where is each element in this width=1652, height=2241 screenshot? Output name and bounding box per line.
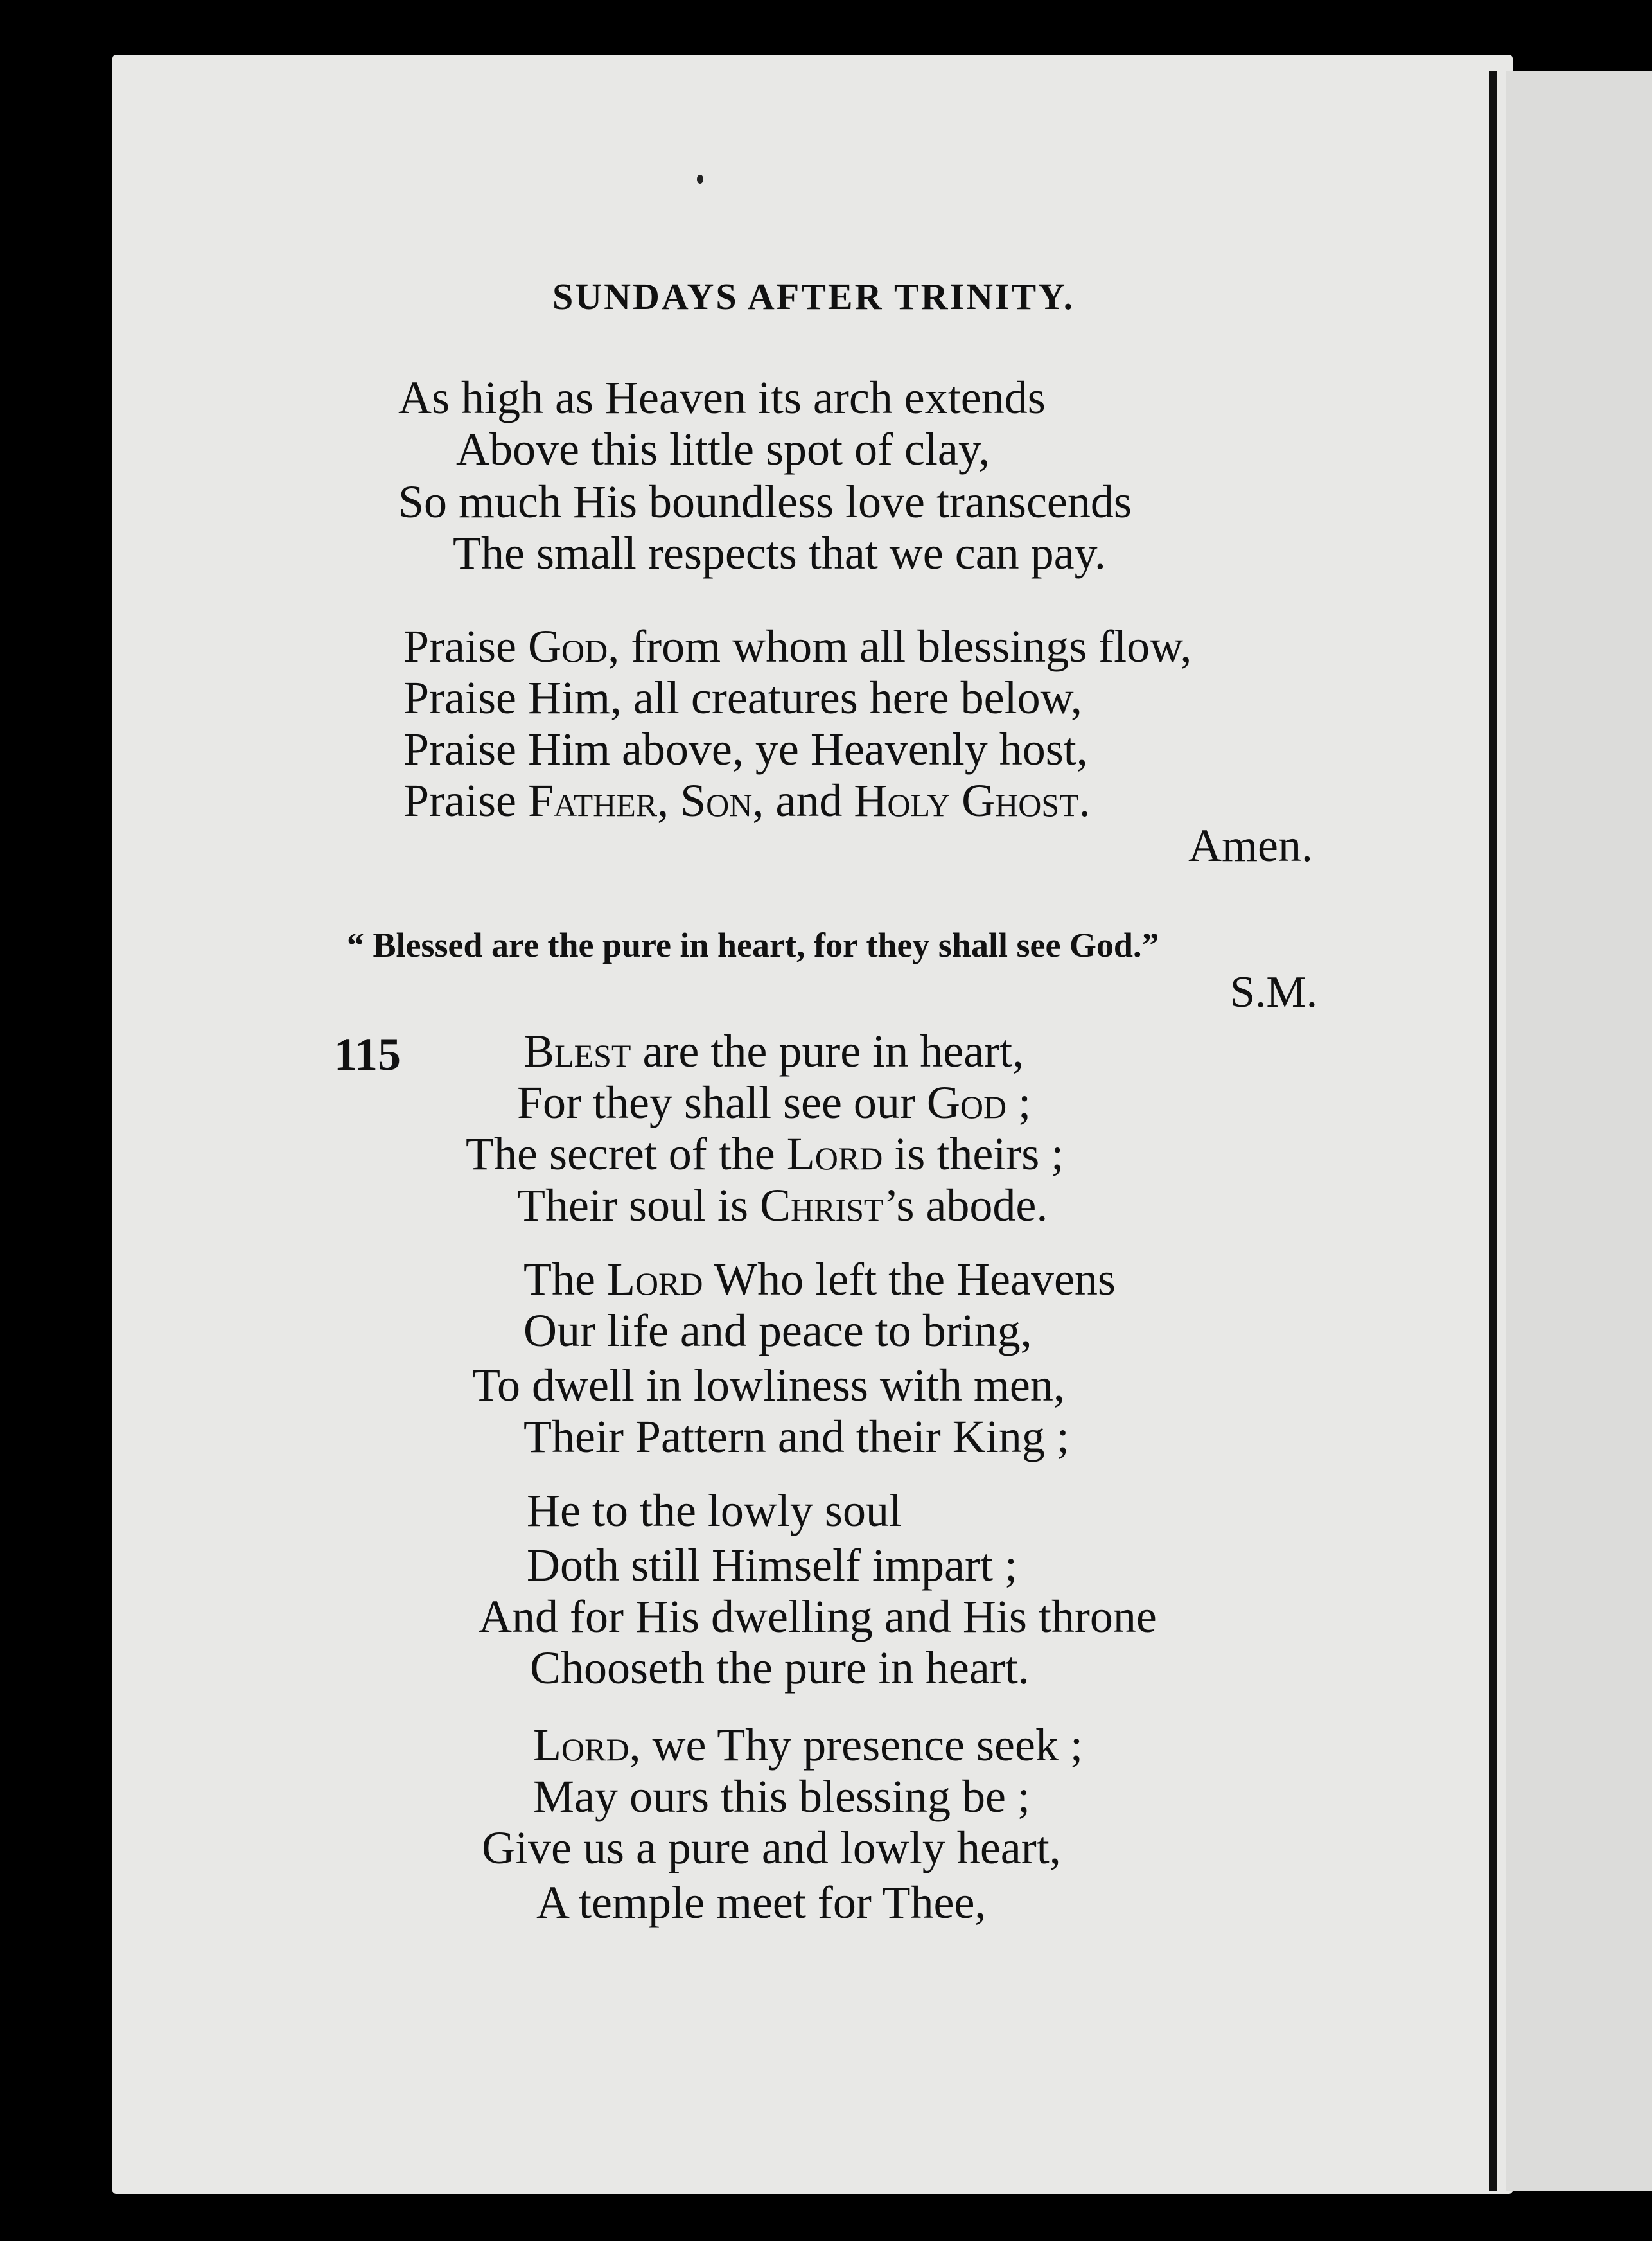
stanza-3-line-2: Doth still Himself impart ;	[527, 1539, 1017, 1591]
stanza-1-line-4-a: Their soul is	[517, 1180, 760, 1231]
ink-speck	[697, 175, 703, 184]
intro-line-4: The small respects that we can pay.	[453, 527, 1106, 579]
stanza-1-line-2-b: ;	[1006, 1077, 1032, 1128]
stanza-3-line-4: Chooseth the pure in heart.	[530, 1642, 1030, 1694]
stanza-1-line-3	[466, 1128, 1064, 1181]
stanza-1-line-4-b: ’s abode.	[883, 1180, 1048, 1231]
hymn-meter: S.M.	[1230, 968, 1318, 1017]
stanza-1-line-3-sc: Lord	[786, 1128, 883, 1180]
hymn-epigraph: “ Blessed are the pure in heart, for they shall see God.”	[347, 926, 1159, 964]
stanza-2-line-3: To dwell in lowliness with men,	[472, 1360, 1065, 1411]
stanza-4-line-1-rest: , we Thy presence seek ;	[629, 1719, 1083, 1771]
intro-line-1: As high as Heaven its arch extends	[398, 372, 1046, 423]
doxology-father: Father	[527, 775, 658, 826]
intro-line-2: Above this little spot of clay,	[456, 423, 990, 475]
hymn-number: 115	[334, 1029, 401, 1080]
doxology-line-1-b: , from whom all blessings flow,	[608, 621, 1192, 672]
book-spine	[1489, 71, 1497, 2191]
doxology-line-4-a: Praise	[403, 775, 528, 826]
running-head: SUNDAYS AFTER TRINITY.	[552, 276, 1075, 317]
stanza-3-line-1: He to the lowly soul	[527, 1485, 902, 1536]
doxology-son: Son	[680, 775, 753, 826]
stanza-1-line-2	[517, 1076, 1031, 1129]
amen: Amen.	[1188, 820, 1313, 871]
stanza-4-line-1-sc: Lord	[533, 1719, 629, 1771]
stanza-4-line-3: Give us a pure and lowly heart,	[482, 1822, 1061, 1873]
stanza-1-line-4-sc: Christ	[759, 1180, 884, 1231]
stanza-2-line-1-a: The	[523, 1253, 607, 1305]
stanza-2-line-1-b: Who left the Heavens	[703, 1253, 1116, 1305]
doxology-line-4-c: , and	[752, 775, 854, 826]
doxology-line-4-d: .	[1078, 775, 1091, 826]
stanza-4-line-2: May ours this blessing be ;	[533, 1771, 1030, 1822]
stanza-1-line-4	[517, 1179, 1048, 1232]
facing-page-edge	[1506, 71, 1652, 2191]
stanza-1-line-1	[523, 1025, 1024, 1078]
stanza-1-line-2-a: For they shall see our	[517, 1077, 927, 1128]
stanza-3-line-3: And for His dwelling and His throne	[479, 1591, 1157, 1642]
doxology-line-1	[403, 620, 1191, 673]
stanza-2-line-1-sc: Lord	[606, 1253, 703, 1305]
intro-line-3: So much His boundless love transcends	[398, 476, 1132, 527]
stanza-2-line-4: Their Pattern and their King ;	[523, 1411, 1069, 1462]
doxology-line-3: Praise Him above, ye Heavenly host,	[403, 723, 1088, 775]
stanza-4-line-1	[533, 1719, 1083, 1772]
doxology-line-2: Praise Him, all creatures here below,	[403, 672, 1082, 723]
doxology-holy-ghost: Holy Ghost	[854, 775, 1079, 826]
doxology-line-4	[403, 774, 1091, 828]
stanza-1-line-3-b: is theirs ;	[883, 1128, 1064, 1180]
doxology-line-1-god: God	[527, 621, 608, 672]
doxology-line-4-b: ,	[657, 775, 681, 826]
stanza-2-line-1	[523, 1253, 1116, 1306]
stanza-1-line-1-rest: are the pure in heart,	[631, 1025, 1024, 1077]
stanza-4-line-4: A temple meet for Thee,	[536, 1877, 987, 1928]
stanza-2-line-2: Our life and peace to bring,	[523, 1305, 1032, 1356]
doxology-line-1-a: Praise	[403, 621, 528, 672]
stanza-1-line-1-sc: Blest	[523, 1025, 631, 1077]
stanza-1-line-2-sc: God	[926, 1077, 1007, 1128]
stanza-1-line-3-a: The secret of the	[466, 1128, 787, 1180]
